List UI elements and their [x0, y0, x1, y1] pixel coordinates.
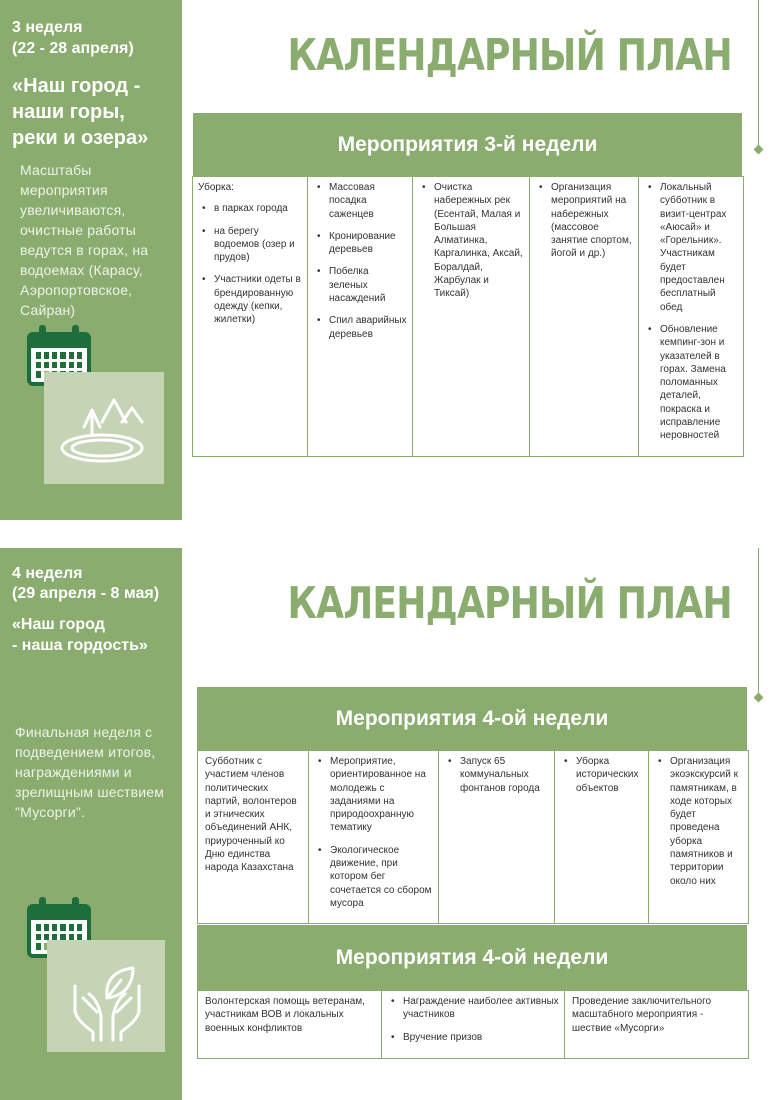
list-item: • Массовая посадка саженцев	[313, 181, 407, 221]
week-4-col-3	[439, 751, 555, 924]
week-4-col-4	[555, 751, 649, 924]
calendar-plan-title-1: КАЛЕНДАРНЫЙ ПЛАН	[287, 30, 732, 81]
list-item: • Организация экоэкскурсий к памятникам, в ходе которых будет проведена уборка памятников и территории около них	[654, 755, 743, 888]
week-4-table-2	[197, 990, 749, 1059]
week-3-description: Масштабы мероприятия увеличиваются, очистные работы ведутся в горах, на водоемах (Карасу, Аэропортовское, Сайран)	[20, 162, 149, 318]
list-item: • в парках города	[198, 202, 302, 215]
list-item: • Побелка зеленых насаждений	[313, 265, 407, 305]
list-item: • Вручение призов	[387, 1031, 559, 1044]
week-4-description: Финальная неделя с подведением итогов, награждениями и зрелищным шествием "Мусорги".	[15, 724, 165, 820]
week-3-theme: «Наш город - наши горы, реки и озера»	[12, 75, 149, 149]
week-3-col-1: Уборка: • в парках города • на берегу водоемов (озер и прудов) • Участники одеты в брендированную одежду (кепки, жилетки)	[193, 177, 308, 457]
week-3-banner: Мероприятия 3-й недели	[193, 113, 742, 176]
week-4-theme: «Наш город - наша гордость»	[12, 616, 148, 654]
week-3-col-3	[413, 177, 530, 457]
list-item: • Локальный субботник в визит-центрах «Аюсай» и «Горельник». Участникам будет предоставлен бесплатный обед	[644, 181, 738, 314]
week-4-banner-1: Мероприятия 4-ой недели	[197, 687, 747, 750]
list-item: • Уборка исторических объектов	[560, 755, 643, 795]
decorative-line	[758, 0, 759, 150]
week-4-final-col-1: Волонтерская помощь ветеранам, участникам ВОВ и локальных военных конфликтов	[198, 991, 382, 1059]
list-item: • Запуск 65 коммунальных фонтанов города	[444, 755, 549, 795]
calendar-plan-title-2: КАЛЕНДАРНЫЙ ПЛАН	[287, 578, 732, 629]
list-item: • Очистка набережных рек (Есентай, Малая и Большая Алматинка, Каргалинка, Аксай, Боралдай, Жарбулак и Тиксай)	[418, 181, 524, 301]
week-3-col-5	[639, 177, 744, 457]
list-item: • Обновление кемпинг-зон и указателей в горах. Замена поломанных деталей, покраска и исправление неровностей	[644, 323, 738, 443]
decorative-line	[758, 548, 759, 698]
week-4-col-2	[309, 751, 439, 924]
list-item: • Участники одеты в брендированную одежду (кепки, жилетки)	[198, 273, 302, 326]
list-item: • Мероприятие, ориентированное на молодежь с заданиями на природоохранную тематику	[314, 755, 433, 835]
list-item: • Награждение наиболее активных участников	[387, 995, 559, 1022]
week-3-table	[192, 176, 744, 457]
week-4-final-col-3: Проведение заключительного масштабного мероприятия - шествие «Мусорги»	[565, 991, 749, 1059]
week-3-dates: (22 - 28 апреля)	[12, 40, 134, 57]
week-3-col-2	[308, 177, 413, 457]
week-4-col-5	[649, 751, 749, 924]
list-item: • Спил аварийных деревьев	[313, 314, 407, 341]
list-item: • Кронирование деревьев	[313, 230, 407, 257]
list-item: • Экологическое движение, при котором бег сочетается со сбором мусора	[314, 844, 433, 910]
week-4-col-1: Субботник с участием членов политических партий, волонтеров и этнических объединений АНК, приуроченный ко Дню единства народа Казахстана	[198, 751, 309, 924]
decorative-dot	[754, 693, 764, 703]
mountain-lake-icon	[44, 372, 164, 484]
list-item: • на берегу водоемов (озер и прудов)	[198, 225, 302, 265]
week-4-table-1	[197, 750, 749, 924]
week-4-final-col-2	[382, 991, 565, 1059]
week-4-label: 4 неделя	[12, 565, 83, 582]
decorative-dot	[754, 145, 764, 155]
week-3-label: 3 неделя	[12, 19, 83, 36]
week-4-banner-2: Мероприятия 4-ой недели	[197, 925, 747, 990]
list-item: • Организация мероприятий на набережных (массовое занятие спортом, йогой и др.)	[535, 181, 633, 261]
week-4-dates: (29 апреля - 8 мая)	[12, 585, 160, 602]
hands-leaf-icon	[47, 940, 165, 1052]
week-3-col-4	[530, 177, 639, 457]
